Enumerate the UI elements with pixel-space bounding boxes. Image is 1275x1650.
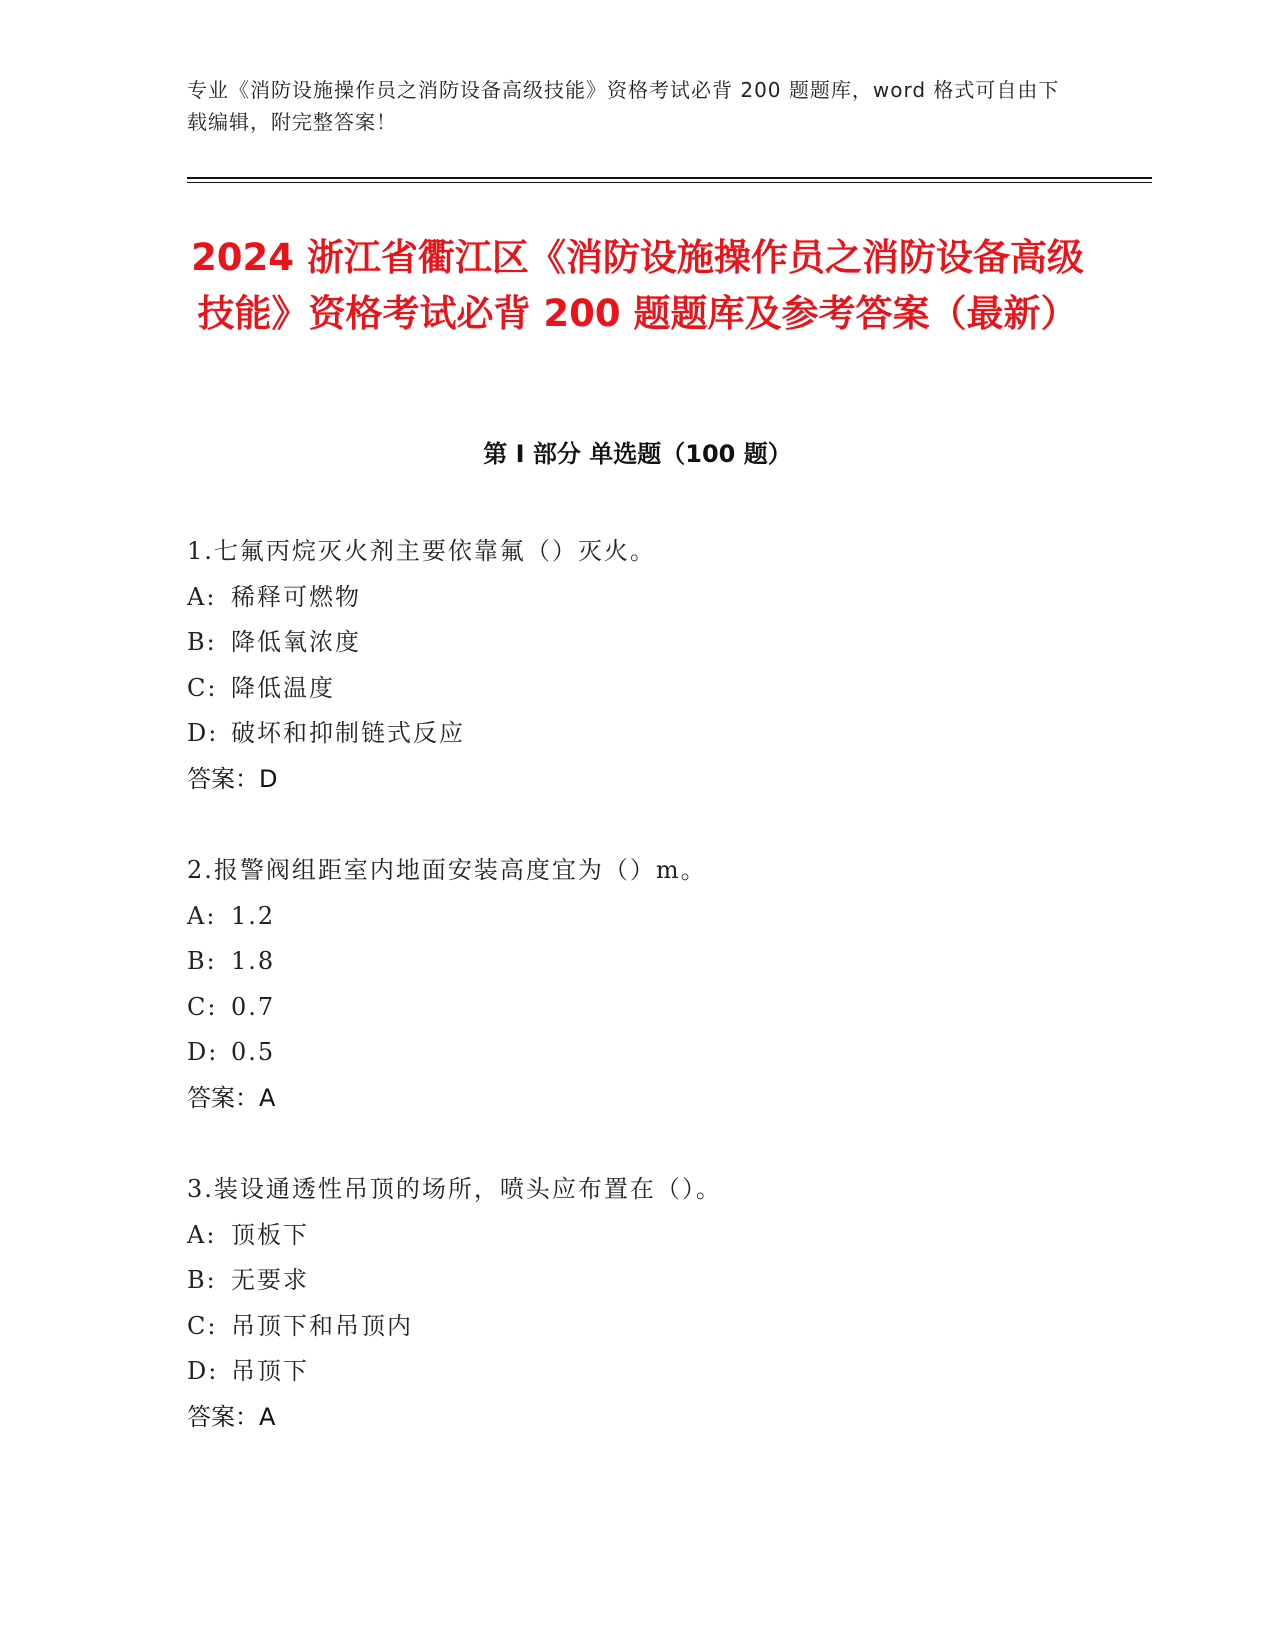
- section-heading: 第 I 部分 单选题（100 题）: [483, 440, 792, 468]
- option-text: 顶板下: [231, 1220, 309, 1249]
- option-b: [187, 1258, 1087, 1304]
- option-b: [187, 620, 1087, 666]
- option-key: C:: [187, 992, 218, 1021]
- option-key: D:: [187, 1038, 219, 1066]
- question-stem: 1.七氟丙烷灭火剂主要依靠氟（）灭火。: [187, 537, 656, 565]
- answer-line: 答案：A: [187, 1083, 276, 1112]
- option-text: 吊顶下和吊顶内: [231, 1311, 413, 1340]
- question-stem: 3.装设通透性吊顶的场所，喷头应布置在（）。: [187, 1175, 722, 1203]
- option-c: [187, 666, 1087, 712]
- option-text: 1.8: [231, 947, 276, 975]
- option-key: A:: [187, 1220, 217, 1249]
- question-block-2: [187, 848, 1087, 1121]
- option-key: D:: [187, 719, 219, 747]
- option-d: [187, 1030, 1087, 1076]
- option-d: [187, 1349, 1087, 1395]
- option-key: D:: [187, 1357, 219, 1385]
- option-key: A:: [187, 901, 217, 930]
- answer-line: 答案：A: [187, 1402, 276, 1431]
- option-key: C:: [187, 1311, 218, 1340]
- option-key: C:: [187, 673, 218, 702]
- option-key: A:: [187, 582, 217, 611]
- option-text: 稀释可燃物: [231, 582, 361, 611]
- option-a: [187, 894, 1087, 940]
- option-text: 0.5: [231, 1038, 276, 1066]
- question-block-3: [187, 1167, 1087, 1440]
- option-text: 降低温度: [231, 673, 335, 702]
- option-key: B:: [187, 1266, 217, 1294]
- option-b: [187, 939, 1087, 985]
- option-c: [187, 985, 1087, 1031]
- option-text: 1.2: [231, 901, 276, 930]
- answer-line: 答案：D: [187, 764, 278, 793]
- option-text: 吊顶下: [231, 1357, 309, 1385]
- document-title: 2024 浙江省衢江区《消防设施操作员之消防设备高级技能》资格考试必背 200 题题库及参考答案（最新）: [191, 236, 1084, 335]
- option-text: 降低氧浓度: [231, 628, 361, 656]
- option-c: [187, 1304, 1087, 1350]
- question-stem: 2.报警阀组距室内地面安装高度宜为（）m。: [187, 856, 707, 884]
- option-text: 无要求: [231, 1266, 309, 1294]
- question-block-1: [187, 529, 1087, 802]
- option-d: [187, 711, 1087, 757]
- header-note: 专业《消防设施操作员之消防设备高级技能》资格考试必背 200 题题库，word 格式可自由下载编辑，附完整答案！: [187, 78, 1060, 134]
- option-text: 0.7: [231, 992, 276, 1021]
- header-divider-thin: [187, 182, 1152, 183]
- option-a: [187, 1213, 1087, 1259]
- option-key: B:: [187, 947, 217, 975]
- option-key: B:: [187, 628, 217, 656]
- option-text: 破坏和抑制链式反应: [231, 719, 465, 747]
- header-divider-thick: [187, 177, 1152, 179]
- option-a: [187, 575, 1087, 621]
